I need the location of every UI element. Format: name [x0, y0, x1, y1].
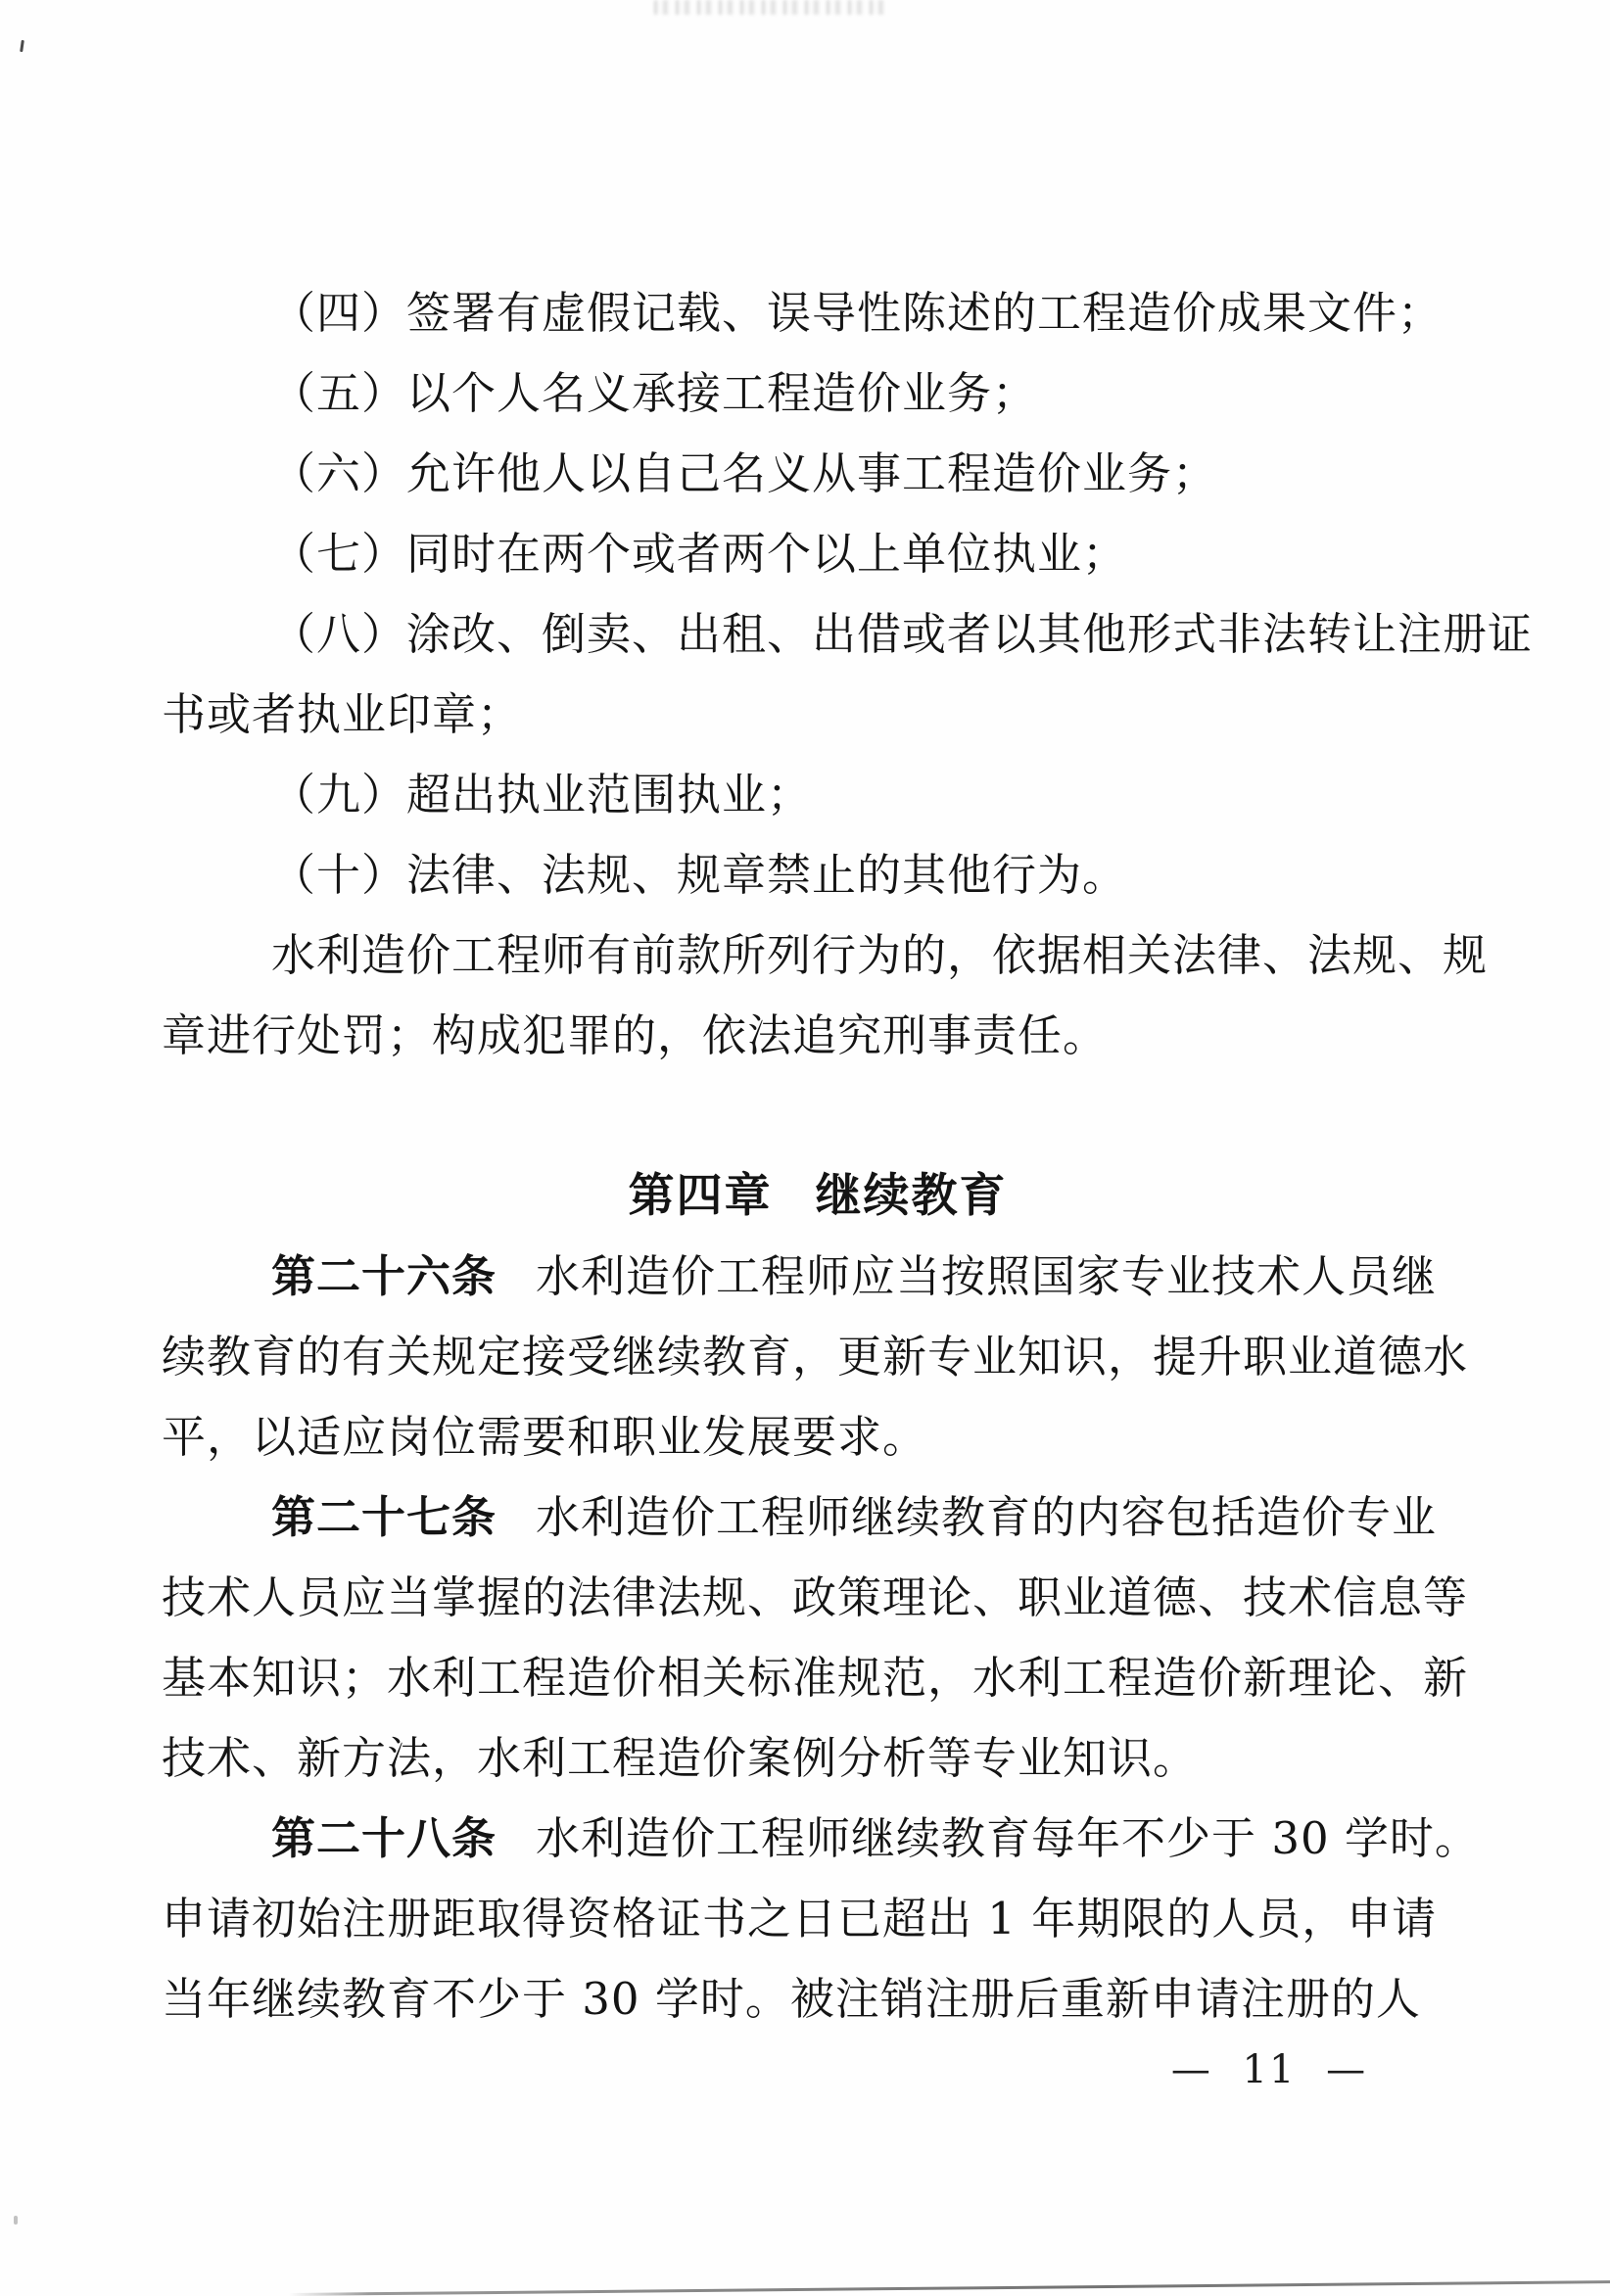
article-28-line-3: 当年继续教育不少于 30 学时。被注销注册后重新申请注册的人: [162, 1973, 1421, 2025]
article-27-line-4: 技术、新方法，水利工程造价案例分析等专业知识。: [162, 1732, 1199, 1784]
article-28-number: 第二十八条: [271, 1812, 497, 1864]
clause-line-6: （六）允许他人以自己名义从事工程造价业务；: [271, 447, 1218, 499]
clause-line-8: （八）涂改、倒卖、出租、出借或者以其他形式非法转让注册证: [271, 608, 1534, 660]
scan-bleedthrough-smudge: [654, 0, 884, 15]
clause-line-7: （七）同时在两个或者两个以上单位执业；: [271, 528, 1128, 580]
scan-speck-top-left: [20, 40, 24, 52]
article-28-text: 水利造价工程师继续教育每年不少于 30 学时。: [536, 1812, 1480, 1864]
scan-edge-line: [289, 2280, 1610, 2296]
clause-line-4: （四）签署有虚假记载、误导性陈述的工程造价成果文件；: [271, 287, 1444, 339]
article-28-line-1: [162, 1799, 1523, 1879]
paragraph-penalty-line-2: 章进行处罚；构成犯罪的，依法追究刑事责任。: [162, 1009, 1109, 1061]
clause-line-9: （九）超出执业范围执业；: [271, 769, 813, 820]
article-28-line-2: 申请初始注册距取得资格证书之日已超出 1 年期限的人员，申请: [162, 1893, 1438, 1945]
chapter-heading: [162, 1156, 1523, 1237]
article-26-line-1: [162, 1237, 1523, 1317]
chapter-number: 第四章: [628, 1169, 773, 1223]
article-26-text: 水利造价工程师应当按照国家专业技术人员继: [536, 1250, 1438, 1302]
clause-line-10: （十）法律、法规、规章禁止的其他行为。: [271, 849, 1128, 901]
article-26-line-3: 平，以适应岗位需要和职业发展要求。: [162, 1411, 928, 1463]
paragraph-penalty-line-1: 水利造价工程师有前款所列行为的，依据相关法律、法规、规: [271, 929, 1489, 981]
article-26-line-2: 续教育的有关规定接受继续教育，更新专业知识，提升职业道德水: [162, 1331, 1469, 1382]
chapter-title: 继续教育: [815, 1169, 1008, 1223]
article-27-number: 第二十七条: [271, 1491, 497, 1543]
page-number: — 11 —: [1170, 2047, 1368, 2092]
article-27-line-2: 技术人员应当掌握的法律法规、政策理论、职业道德、技术信息等: [162, 1571, 1469, 1623]
document-body: [162, 273, 1534, 2039]
article-27-text: 水利造价工程师继续教育的内容包括造价专业: [536, 1491, 1438, 1543]
article-26-number: 第二十六条: [271, 1250, 497, 1302]
clause-line-5: （五）以个人名义承接工程造价业务；: [271, 367, 1038, 419]
scan-speck-left-edge: [14, 2216, 18, 2225]
clause-line-8-continuation: 书或者执业印章；: [162, 688, 523, 740]
article-27-line-1: [162, 1477, 1523, 1558]
article-27-line-3: 基本知识；水利工程造价相关标准规范，水利工程造价新理论、新: [162, 1652, 1469, 1704]
